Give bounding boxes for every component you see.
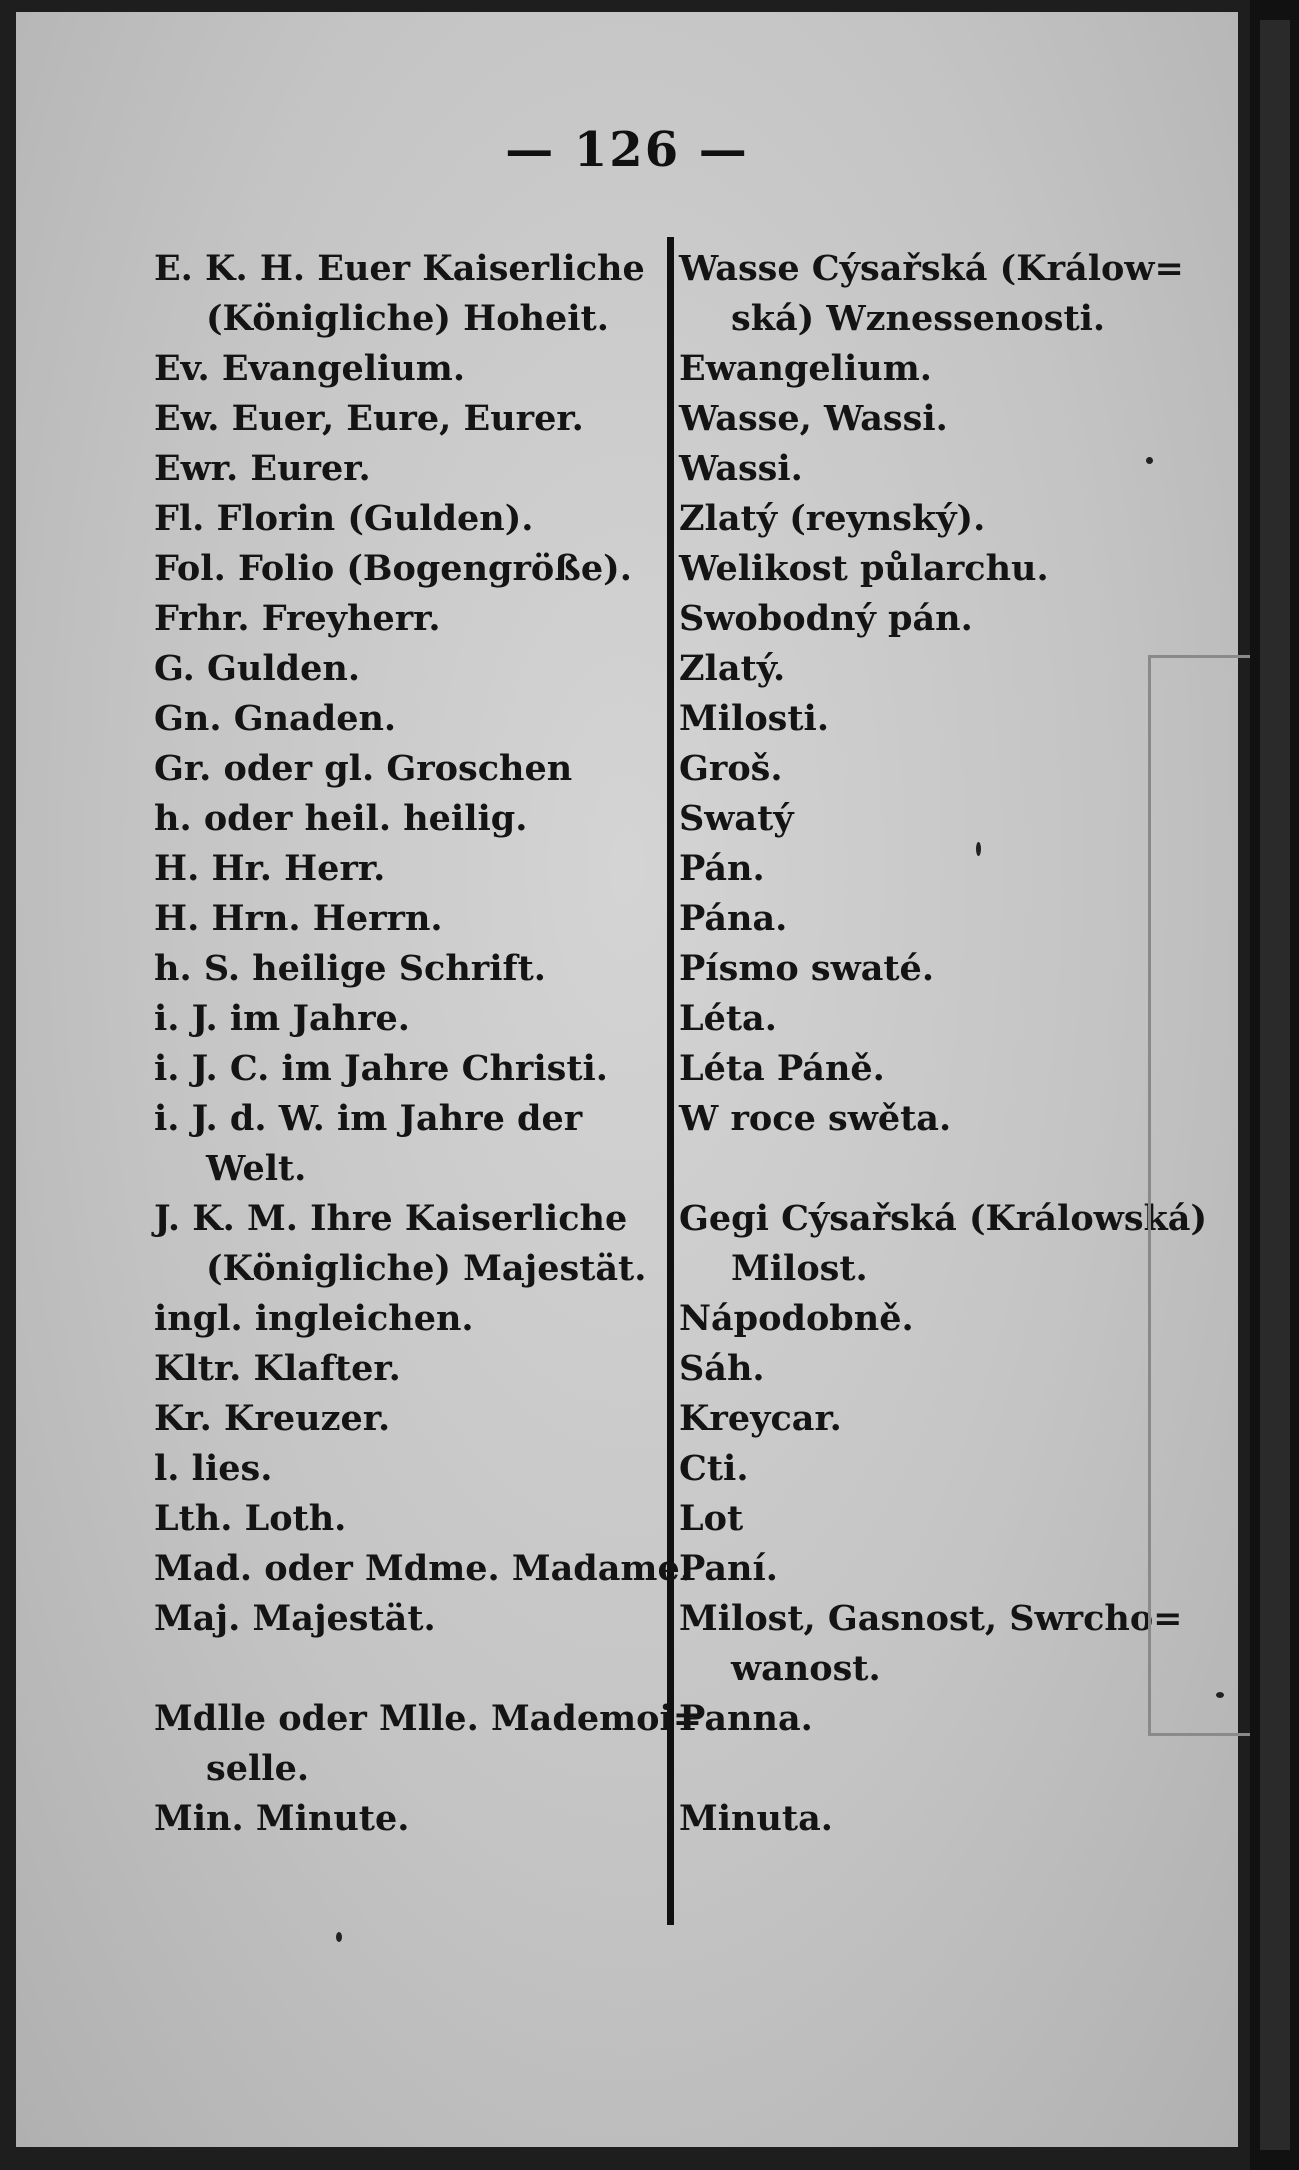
czech-translation-cell: Zlatý (reynský). [679,498,986,539]
german-abbreviation-cell: Fol. Folio (Bogengröße). [154,548,632,589]
czech-translation-cell: wanost. [731,1648,881,1689]
german-abbreviation-cell: Ewr. Eurer. [154,448,371,489]
czech-translation-cell: ská) Wznessenosti. [731,298,1106,339]
czech-translation-cell: Welikost půlarchu. [679,548,1049,589]
ink-speck [336,1932,342,1942]
czech-translation-cell: Swobodný pán. [679,598,973,639]
german-abbreviation-cell: Ew. Euer, Eure, Eurer. [154,398,584,439]
czech-translation-cell: Wasse Cýsařská (Králow= [679,248,1184,289]
german-abbreviation-cell: Kltr. Klafter. [154,1348,401,1389]
german-abbreviation-cell: Fl. Florin (Gulden). [154,498,534,539]
facing-page-edge [1250,0,1299,2170]
czech-translation-cell: Wasse, Wassi. [679,398,948,439]
book-page [16,12,1238,2147]
german-abbreviation-cell: (Königliche) Hoheit. [206,298,609,339]
czech-translation-cell: Panna. [679,1698,813,1739]
german-abbreviation-cell: h. oder heil. heilig. [154,798,528,839]
ink-speck [1146,457,1153,464]
czech-translation-cell: Kreycar. [679,1398,842,1439]
german-abbreviation-cell: Mad. oder Mdme. Madame. [154,1548,692,1589]
czech-translation-cell: Pán. [679,848,765,889]
czech-translation-cell: Pána. [679,898,788,939]
german-abbreviation-cell: E. K. H. Euer Kaiserliche [154,248,645,289]
column-divider [667,237,674,1925]
czech-translation-cell: Písmo swaté. [679,948,935,989]
czech-translation-cell: Sáh. [679,1348,765,1389]
german-abbreviation-cell: Lth. Loth. [154,1498,347,1539]
german-abbreviation-cell: Mdlle oder Mlle. Mademoi= [154,1698,703,1739]
german-abbreviation-cell: (Königliche) Majestät. [206,1248,647,1289]
german-abbreviation-cell: J. K. M. Ihre Kaiserliche [154,1198,628,1239]
czech-translation-cell: Milost. [731,1248,868,1289]
czech-translation-cell: Léta Páně. [679,1048,885,1089]
czech-translation-cell: Milosti. [679,698,830,739]
german-abbreviation-cell: Kr. Kreuzer. [154,1398,391,1439]
german-abbreviation-cell: Gr. oder gl. Groschen [154,748,573,789]
german-abbreviation-cell: i. J. d. W. im Jahre der [154,1098,583,1139]
czech-translation-cell: Ewangelium. [679,348,932,389]
page-number: — 126 — [505,122,749,178]
czech-translation-cell: Nápodobně. [679,1298,914,1339]
czech-translation-cell: Wassi. [679,448,803,489]
czech-translation-cell: Gegi Cýsařská (Králowská) [679,1198,1208,1239]
czech-translation-cell: Lot [679,1498,744,1539]
czech-translation-cell: Swatý [679,798,794,839]
german-abbreviation-cell: i. J. im Jahre. [154,998,410,1039]
german-abbreviation-cell: Frhr. Freyherr. [154,598,441,639]
german-abbreviation-cell: H. Hr. Herr. [154,848,386,889]
german-abbreviation-cell: Gn. Gnaden. [154,698,397,739]
german-abbreviation-cell: i. J. C. im Jahre Christi. [154,1048,608,1089]
czech-translation-cell: Milost, Gasnost, Swrcho= [679,1598,1183,1639]
czech-translation-cell: W roce swěta. [679,1098,952,1139]
ink-speck [976,842,981,856]
german-abbreviation-cell: Welt. [206,1148,307,1189]
page-tab-outline [1148,655,1266,1736]
german-abbreviation-cell: ingl. ingleichen. [154,1298,474,1339]
czech-translation-cell: Paní. [679,1548,778,1589]
german-abbreviation-cell: G. Gulden. [154,648,361,689]
german-abbreviation-cell: selle. [206,1748,310,1789]
czech-translation-cell: Léta. [679,998,777,1039]
german-abbreviation-cell: h. S. heilige Schrift. [154,948,546,989]
german-abbreviation-cell: Ev. Evangelium. [154,348,466,389]
german-abbreviation-cell: H. Hrn. Herrn. [154,898,443,939]
german-abbreviation-cell: Min. Minute. [154,1798,410,1839]
czech-translation-cell: Groš. [679,748,783,789]
czech-translation-cell: Minuta. [679,1798,833,1839]
german-abbreviation-cell: Maj. Majestät. [154,1598,436,1639]
german-abbreviation-cell: l. lies. [154,1448,273,1489]
czech-translation-cell: Zlatý. [679,648,786,689]
czech-translation-cell: Cti. [679,1448,749,1489]
